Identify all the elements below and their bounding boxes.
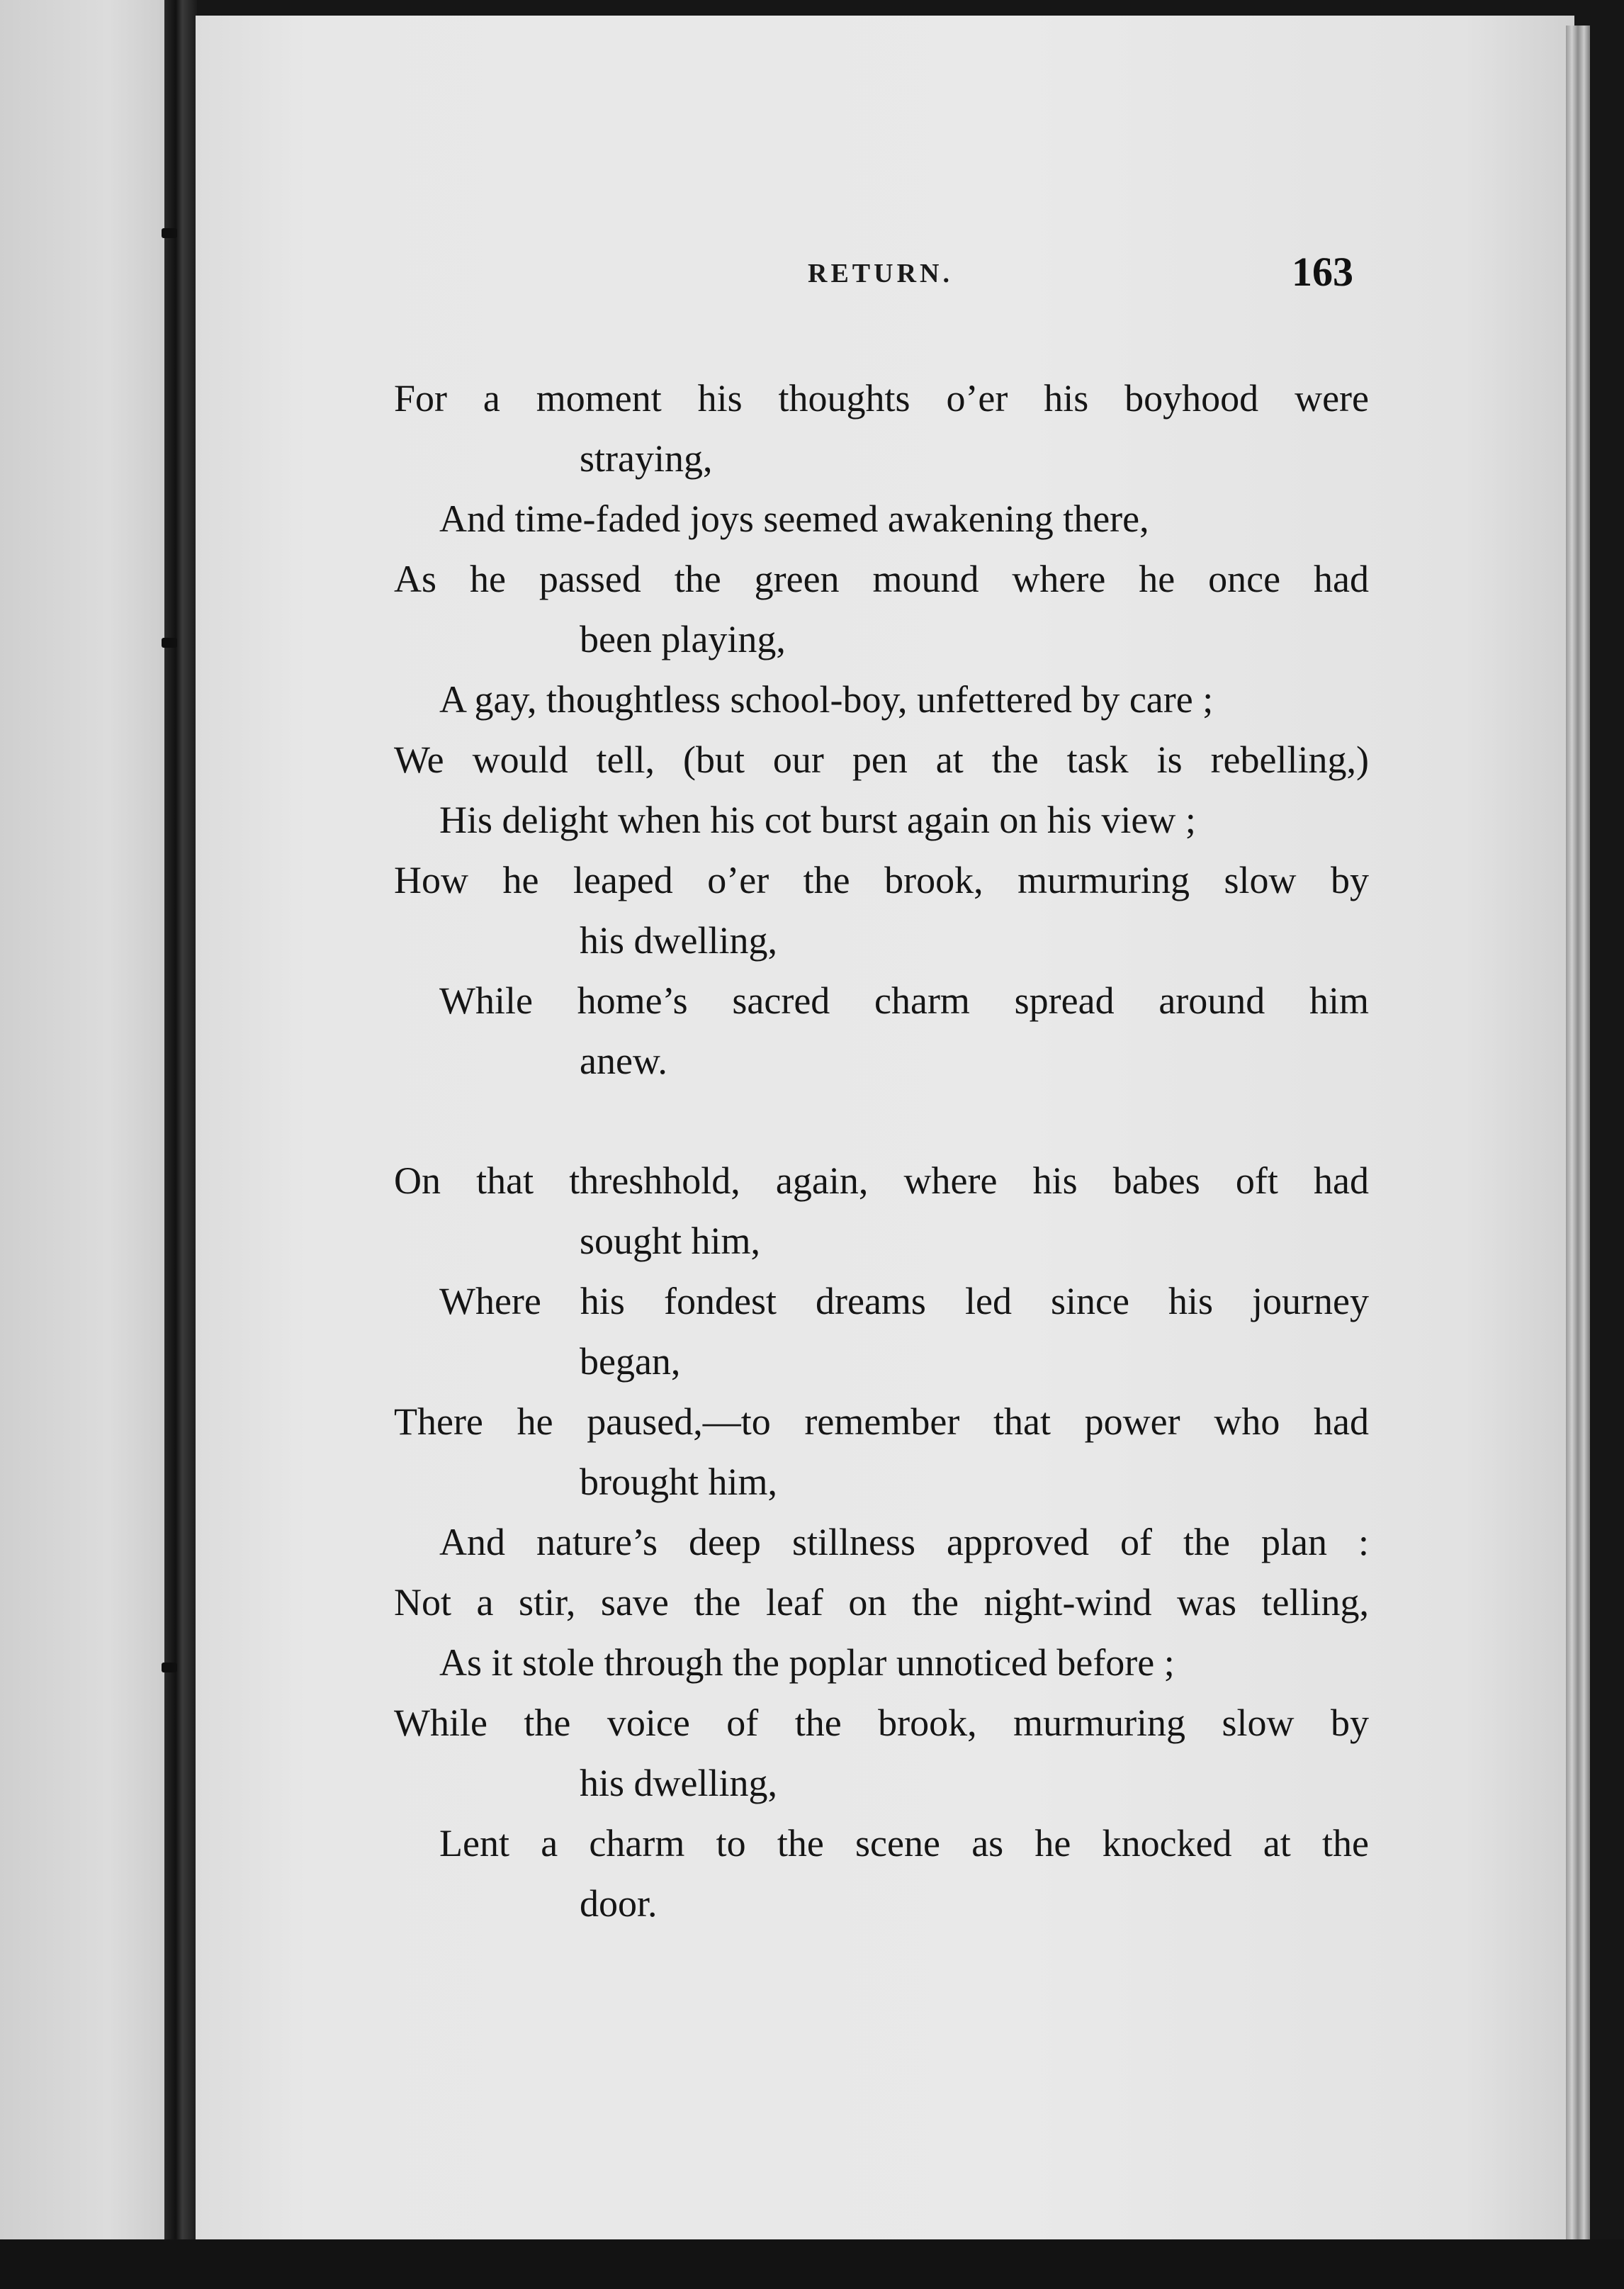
page-number: 163 bbox=[1292, 249, 1353, 295]
poem-line: Not a stir, save the leaf on the night-wind was telling, bbox=[394, 1581, 1369, 1624]
poem-line: And nature’s deep stillness approved of the plan : bbox=[439, 1521, 1369, 1563]
binding-mark bbox=[162, 638, 177, 648]
poem-line: While the voice of the brook, murmuring slow by bbox=[394, 1702, 1369, 1744]
poem-line: As he passed the green mound where he once had bbox=[394, 558, 1369, 600]
scan-background bbox=[0, 2239, 1624, 2289]
poem-line: His delight when his cot burst again on his view ; bbox=[439, 799, 1196, 841]
binding-mark bbox=[162, 228, 177, 238]
poem-line: As it stole through the poplar unnoticed before ; bbox=[439, 1641, 1175, 1684]
poem-line: his dwelling, bbox=[580, 919, 777, 962]
poem-line: door. bbox=[580, 1882, 658, 1925]
poem-line: How he leaped o’er the brook, murmuring slow by bbox=[394, 859, 1369, 901]
binding-mark bbox=[162, 1663, 177, 1672]
poem-line: A gay, thoughtless school-boy, unfettered by care ; bbox=[439, 678, 1214, 721]
page-stack-edge bbox=[1566, 26, 1590, 2241]
poem-line: straying, bbox=[580, 437, 713, 480]
poem-line: Where his fondest dreams led since his journey bbox=[439, 1280, 1369, 1322]
poem-line: his dwelling, bbox=[580, 1762, 777, 1804]
poem-line: anew. bbox=[580, 1040, 667, 1082]
poem-line: been playing, bbox=[580, 618, 786, 660]
poem-line: For a moment his thoughts o’er his boyhood were bbox=[394, 377, 1369, 420]
poem-line: brought him, bbox=[580, 1461, 777, 1503]
stanza bbox=[394, 369, 1369, 1091]
poem-line: While home’s sacred charm spread around him bbox=[439, 979, 1369, 1022]
poem-text bbox=[394, 369, 1369, 1993]
poem-line: There he paused,—to remember that power who had bbox=[394, 1400, 1369, 1443]
stanza bbox=[394, 1151, 1369, 1934]
page-header bbox=[196, 248, 1574, 298]
book-binding bbox=[164, 0, 197, 2239]
running-title: RETURN. bbox=[808, 259, 953, 288]
poem-line: sought him, bbox=[580, 1220, 761, 1262]
facing-page-edge bbox=[0, 0, 181, 2239]
poem-line: Lent a charm to the scene as he knocked at the bbox=[439, 1822, 1369, 1865]
poem-line: began, bbox=[580, 1340, 681, 1383]
poem-line: We would tell, (but our pen at the task is rebelling,) bbox=[394, 738, 1369, 781]
poem-line: On that threshhold, again, where his babes oft had bbox=[394, 1159, 1369, 1202]
poem-line: And time-faded joys seemed awakening there, bbox=[439, 497, 1149, 540]
